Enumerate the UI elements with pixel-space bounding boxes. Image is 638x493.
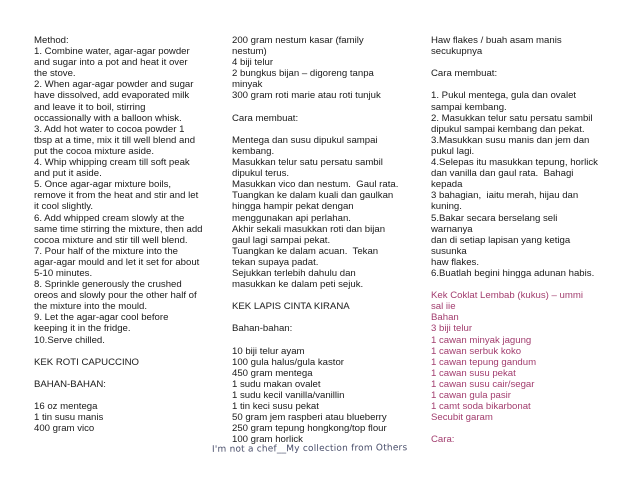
recipe-line: sampai kembang. — [431, 101, 507, 113]
recipe-line: KEK ROTI CAPUCCINO — [34, 356, 140, 368]
recipe-line: haw flakes. — [431, 256, 479, 268]
recipe-line: warnanya — [431, 223, 473, 235]
recipe-line: kepada — [431, 179, 463, 191]
recipe-line: dan vanilla dan gaul rata. Bahagi — [431, 168, 574, 180]
recipe-line: 300 gram roti marie atau roti tunjuk — [232, 90, 381, 102]
recipe-line: cocoa mixture and stir till well blend. — [34, 234, 188, 246]
blank-line — [232, 124, 422, 135]
recipe-line: oreos and slowly pour the other half of — [34, 290, 197, 302]
recipe-line: Akhir sekali masukkan roti dan bijan — [232, 223, 386, 235]
recipe-accent-line: 1 cawan susu cair/segar — [431, 378, 535, 390]
recipe-line: Tuangkan ke dalam acuan. Tekan — [232, 245, 379, 257]
blank-line — [232, 335, 422, 346]
recipe-line: kembang. — [232, 145, 275, 157]
recipe-line: and sugar into a pot and heat it over — [34, 57, 188, 69]
recipe-line: 4 biji telur — [232, 57, 274, 69]
recipe-accent-line: Secubit garam — [431, 412, 493, 424]
recipe-line: and leave it to boil, stirring — [34, 101, 146, 113]
recipe-line: 2. When agar-agar powder and sugar — [34, 79, 194, 91]
recipe-line: dan di setiap lapisan yang ketiga — [431, 234, 571, 246]
recipe-line: Method: — [34, 35, 69, 46]
recipe-line: 1 sudu makan ovalet — [232, 378, 321, 390]
recipe-line: Masukkan telur satu persatu sambil — [232, 157, 383, 169]
recipe-line: Mentega dan susu dipukul sampai — [232, 134, 378, 146]
recipe-line: 250 gram tepung hongkong/top flour — [232, 423, 387, 435]
recipe-line: 8. Sprinkle generously the crushed — [34, 279, 182, 291]
recipe-line: 10.Serve chilled. — [34, 334, 105, 346]
recipe-line: Sejukkan terlebih dahulu dan — [232, 267, 356, 279]
recipe-line: it cool slightly. — [34, 201, 94, 213]
recipe-line: 9. Let the agar-agar cool before — [34, 312, 169, 324]
recipe-line: Tuangkan ke dalam kuali dan gaulkan — [232, 190, 394, 202]
recipe-line: remove it from the heat and stir and let — [34, 190, 199, 202]
blank-line — [232, 312, 422, 323]
recipe-line: secukupnya — [431, 46, 483, 58]
blank-line — [431, 279, 617, 290]
recipe-line: 3. Add hot water to cocoa powder 1 — [34, 123, 185, 135]
recipe-line: 400 gram vico — [34, 423, 95, 435]
recipe-line: 7. Pour half of the mixture into the — [34, 245, 178, 257]
recipe-line: occassionally with a balloon whisk. — [34, 112, 182, 124]
recipe-line: Masukkan vico dan nestum. Gaul rata. — [232, 179, 399, 191]
recipe-accent-line: Bahan — [431, 312, 459, 324]
recipe-accent-line: sal iie — [431, 301, 456, 313]
recipe-line: 50 gram jem raspberi atau blueberry — [232, 412, 387, 424]
recipe-line: 1 sudu kecil vanilla/vanillin — [232, 390, 345, 401]
recipe-line: 10 biji telur ayam — [232, 345, 305, 357]
recipe-accent-line: Cara: — [431, 434, 455, 446]
recipe-line: minyak — [232, 79, 263, 91]
recipe-accent-line: 1 cawan minyak jagung — [431, 334, 532, 346]
recipe-line: have dissolved, add evaporated milk — [34, 90, 190, 102]
recipe-line: tbsp at a time, mix it till well blend and — [34, 134, 196, 146]
recipe-line: 450 gram mentega — [232, 367, 313, 379]
recipe-line: 16 oz mentega — [34, 401, 98, 413]
recipe-line: 2 bungkus bijan – digoreng tanpa — [232, 68, 374, 80]
recipe-accent-line: 1 camt soda bikarbonat — [431, 401, 531, 413]
blank-line — [34, 346, 224, 357]
recipe-line: KEK LAPIS CINTA KIRANA — [232, 301, 350, 313]
recipe-line: BAHAN-BAHAN: — [34, 378, 106, 390]
recipe-accent-line: 1 cawan tepung gandum — [431, 356, 537, 368]
recipe-line: Haw flakes / buah asam manis — [431, 35, 562, 46]
recipe-line: 5-10 minutes. — [34, 267, 93, 279]
recipe-line: 200 gram nestum kasar (family — [232, 35, 364, 46]
recipe-line: pukul lagi. — [431, 145, 475, 157]
recipe-line: 6.Buatlah begini hingga adunan habis. — [431, 267, 595, 279]
recipe-line: 5. Once agar-agar mixture boils, — [34, 179, 172, 191]
recipe-line: the mixture into the mould. — [34, 301, 148, 313]
blank-line — [232, 290, 422, 301]
recipe-line: 6. Add whipped cream slowly at the — [34, 212, 185, 224]
recipe-line: keeping it in the fridge. — [34, 323, 131, 335]
recipe-line: 1 tin keci susu pekat — [232, 401, 319, 413]
recipe-line: Cara membuat: — [431, 68, 498, 80]
recipe-accent-line: 1 cawan gula pasir — [431, 390, 511, 401]
recipe-line: gaul lagi sampai pekat. — [232, 234, 331, 246]
blank-line — [431, 79, 617, 90]
recipe-line: the stove. — [34, 68, 76, 80]
recipe-accent-line: 1 cawan susu pekat — [431, 367, 516, 379]
blank-line — [431, 423, 617, 434]
recipe-line: tekan supaya padat. — [232, 256, 319, 268]
recipe-line: 100 gula halus/gula kastor — [232, 356, 345, 368]
recipe-line: 1 tin susu manis — [34, 412, 104, 424]
recipe-line: hingga hampir pekat dengan — [232, 201, 354, 213]
recipe-line: Cara membuat: — [232, 112, 299, 124]
recipe-column-3 — [431, 35, 617, 445]
recipe-line: and put it aside. — [34, 168, 102, 180]
recipe-column-1 — [34, 35, 224, 434]
recipe-line: 1. Pukul mentega, gula dan ovalet — [431, 90, 577, 102]
recipe-line: agar-agar mould and let it set for about — [34, 256, 200, 268]
recipe-accent-line: Kek Coklat Lembab (kukus) – ummi — [431, 290, 583, 302]
recipe-line: dipukul terus. — [232, 168, 290, 180]
recipe-line: put the cocoa mixture aside. — [34, 145, 154, 157]
blank-line — [232, 102, 422, 113]
blank-line — [431, 57, 617, 68]
blank-line — [34, 368, 224, 379]
recipe-line: 4.Selepas itu masukkan tepung, horlick — [431, 157, 598, 169]
recipe-line: same time stirring the mixture, then add — [34, 223, 203, 235]
recipe-line: Bahan-bahan: — [232, 323, 293, 335]
recipe-line: 100 gram horlick — [232, 434, 303, 446]
recipe-line: 3.Masukkan susu manis dan jem dan — [431, 134, 590, 146]
footer-signature: I'm not a chef__My collection from Others — [211, 443, 408, 455]
recipe-line: menggunakan api perlahan. — [232, 212, 351, 224]
recipe-line: susunka — [431, 245, 467, 257]
recipe-line: 4. Whip whipping cream till soft peak — [34, 157, 190, 169]
recipe-line: 5.Bakar secara berselang seli — [431, 212, 558, 224]
blank-line — [34, 390, 224, 401]
recipe-line: 3 bahagian, iaitu merah, hijau dan — [431, 190, 579, 202]
recipe-column-2 — [232, 35, 422, 445]
recipe-line: 2. Masukkan telur satu persatu sambil — [431, 112, 593, 124]
recipe-line: masukkan ke dalam peti sejuk. — [232, 279, 364, 291]
recipe-line: dipukul sampai kembang dan pekat. — [431, 123, 585, 135]
recipe-line: 1. Combine water, agar-agar powder — [34, 46, 190, 58]
recipe-accent-line: 3 biji telur — [431, 323, 473, 335]
recipe-line: kuning. — [431, 201, 462, 213]
recipe-accent-line: 1 cawan serbuk koko — [431, 345, 522, 357]
recipe-line: nestum) — [232, 46, 267, 58]
